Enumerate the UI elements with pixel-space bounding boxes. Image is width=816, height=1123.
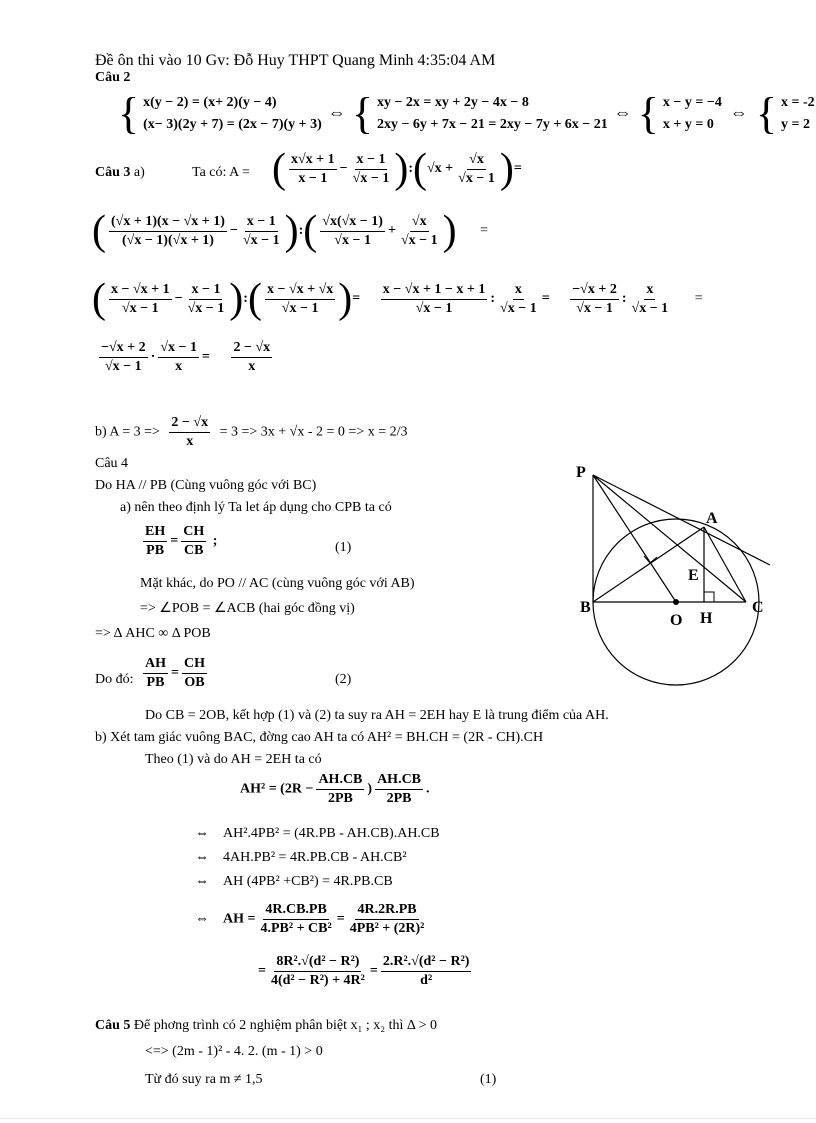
l16-den2: d²: [420, 973, 433, 988]
label-o: O: [670, 612, 683, 629]
cau4-l16: = $\frac{\text{8R².√(d² − R²)}}{\text{4(d² − R²) + 4R²}}$ = $\frac{\text{2.R².√(d² − R²)}}{\text{d²}}$: [258, 954, 470, 988]
cau5-l3: Từ đó suy ra m ≠ 1,5: [145, 1072, 263, 1087]
cau4-l2: a) nên theo định lý Ta let áp dụng cho CPB ta có: [120, 500, 392, 515]
ratio2-num1: AH: [143, 656, 168, 674]
cau2-systems: { x(y − 2) = (x+ 2)(y − 4) (x− 3)(2y + 7) = (2x − 7)(y + 3) ⇔ { xy − 2x = xy + 2y − 4x − 8 2xy − 6y + 7x − 21 = 2xy − 7y + 6x − 21 ⇔ { x − y = −4 x + y = 0 ⇔ { x = -2 y = 2: [118, 89, 815, 138]
cau4-l13: ⇔ 4AH.PB² = 4R.PB.CB - AH.CB²: [195, 850, 407, 865]
cau3-line2: ( $\frac{x - √x + 1}{√x - 1}$ − $\frac{x - 1}{√x - 1}$ ):( $\frac{x - √x + √x}{√x - 1}$ )= $\frac{x - √x + 1 - x + 1}{√x - 1}$ : $\frac{x}{√x - 1}$ = $\frac{-√x + 2}{√x - 1}$ : $\frac{x}{√x - 1}$ =: [92, 276, 703, 322]
cau4-l11: AH² = (2R − $\frac{AH.CB}{2PB}$ ) $\frac{AH.CB}{2PB}$ .: [240, 772, 430, 806]
sys1-eq2: (x− 3)(2y + 7) = (2x − 7)(y + 3): [143, 117, 322, 132]
sys2-eq2: 2xy − 6y + 7x − 21 = 2xy − 7y + 6x − 21: [376, 117, 608, 132]
l16-num2: 2.R².√(d² − R²): [381, 954, 472, 972]
label-c: C: [752, 599, 764, 616]
segment-ac: [704, 527, 746, 602]
cau3-taco: Ta có: A =: [192, 165, 250, 180]
sys3-eq1: x − y = −4: [662, 95, 722, 110]
ratio1-num1: EH: [143, 524, 167, 542]
eq-sign: =: [480, 223, 489, 239]
cau3-part-a: a): [133, 165, 145, 180]
segment-po: [593, 475, 676, 602]
cau4-l1: Do HA // PB (Cùng vuông góc với BC): [95, 478, 317, 493]
cau3-part-b: b) A = 3 => $\frac{2 - √x}{x}$ = 3 => 3x + √x - 2 = 0 => x = 2/3: [95, 415, 408, 449]
label-b: B: [580, 599, 591, 616]
l15-lhs: AH =: [223, 911, 256, 927]
sys4-eq2: y = 2: [780, 117, 810, 132]
a-result: 2 − √x: [231, 340, 272, 358]
ratio2-den1: PB: [146, 675, 165, 690]
cau5-label: Câu 5: [95, 1018, 131, 1033]
sys4-eq1: x = -2: [780, 95, 815, 110]
equiv-symbol: ⇔: [613, 101, 632, 122]
label-e: E: [688, 567, 699, 584]
cau3-heading: [95, 165, 145, 181]
l14-text: AH (4PB² +CB²) = 4R.PB.CB: [223, 874, 393, 889]
cau4-l5: => ∠POB = ∠ACB (hai góc đồng vị): [140, 601, 355, 616]
l13-text: 4AH.PB² = 4R.PB.CB - AH.CB²: [223, 850, 407, 865]
point-o: [673, 599, 679, 605]
cau5-l1: [95, 1018, 437, 1034]
cau5-l1-text: Để phơng trình có 2 nghiệm phân biệt x₁ ; x₂ thì Δ > 0: [130, 1018, 438, 1033]
b-eq: = 3 => 3x + √x - 2 = 0 => x = 2/3: [219, 424, 408, 440]
tangent-pa: [593, 475, 770, 565]
ratio2-den2: OB: [184, 675, 205, 690]
ratio1-den2: CB: [183, 543, 204, 558]
cau4-eq2: (2): [335, 672, 352, 687]
page-header: Đề ôn thi vào 10 Gv: Đỗ Huy THPT Quang Minh 4:35:04 AM: [95, 52, 496, 69]
equiv-symbol: ⇔: [327, 101, 346, 122]
cau4-l6: => Δ AHC ∞ Δ POB: [95, 626, 211, 641]
l16-den1: 4(d² − R²) + 4R²: [270, 973, 365, 988]
sys1-eq1: x(y − 2) = (x+ 2)(y − 4): [143, 95, 277, 110]
l15-num1: 4R.CB.PB: [263, 902, 328, 920]
l15-den2: 4PB² + (2R)²: [349, 921, 425, 936]
cau4-label: Câu 4: [95, 456, 129, 471]
l16-num1: 8R².√(d² − R²): [274, 954, 361, 972]
cau2-label: Câu 2: [95, 70, 131, 85]
ratio1-num2: CH: [181, 524, 206, 542]
l15-num2: 4R.2R.PB: [355, 902, 418, 920]
cau4-dodo: Do đó:: [95, 672, 134, 687]
cau4-l8: Do CB = 2OB, kết hợp (1) và (2) ta suy ra AH = 2EH hay E là trung điểm của AH.: [145, 708, 609, 723]
ratio1-den1: PB: [146, 543, 165, 558]
eq-sign: =: [694, 291, 703, 307]
label-p: P: [576, 464, 586, 481]
ratio2-num2: CH: [182, 656, 207, 674]
b-text: b) A = 3 =>: [95, 424, 160, 440]
cau3-a-expr: ( $\frac{x√x + 1}{x - 1}$ − $\frac{x - 1}{√x - 1}$ ):(√x + $\frac{√x}{√x - 1}$ )=: [272, 146, 522, 192]
equiv-symbol: ⇔: [729, 101, 748, 122]
cau5-eq: (1): [480, 1072, 497, 1087]
cau4-l10: Theo (1) và do AH = 2EH ta có: [145, 752, 322, 767]
cau4-ratio1: $\frac{EH}{PB}$ = $\frac{CH}{CB}$ ;: [145, 524, 218, 558]
cau3-line1: ( $\frac{(√x + 1)(x - √x + 1)}{(√x - 1)(√x + 1)}$ − $\frac{x - 1}{√x - 1}$ ):( $\frac{√x(√x - 1)}{√x - 1}$ + $\frac{√x}{√x - 1}$ ) =: [92, 208, 489, 254]
cau5-l2: <=> (2m - 1)² - 4. 2. (m - 1) > 0: [145, 1044, 323, 1059]
sys2-eq1: xy − 2x = xy + 2y − 4x − 8: [376, 95, 529, 110]
geometry-figure: [570, 455, 810, 695]
cau4-l12: ⇔ AH².4PB² = (4R.PB - AH.CB).AH.CB: [195, 826, 440, 841]
cau3-label: Câu 3: [95, 165, 131, 180]
cau3-line3: $\frac{-√x + 2}{√x - 1}$ · $\frac{√x - 1}{x}$ = $\frac{2 - √x}{x}$: [101, 340, 271, 374]
label-a: A: [706, 510, 718, 527]
cau4-l14: ⇔ AH (4PB² +CB²) = 4R.PB.CB: [195, 874, 393, 889]
sys3-eq2: x + y = 0: [662, 117, 714, 132]
segment-pc: [593, 475, 746, 602]
cau4-eq1: (1): [335, 540, 352, 555]
cau4-ratio2: $\frac{AH}{PB}$ = $\frac{CH}{OB}$: [145, 656, 205, 690]
cau4-l15: ⇔ AH = $\frac{4R.CB.PB}{\text{4.PB² + CB²}}$ = $\frac{4R.2R.PB}{\text{4PB² + (2R)²}}$: [195, 902, 425, 936]
cau4-l4: Mặt khác, do PO // AC (cùng vuông góc với AB): [140, 576, 415, 591]
label-h: H: [700, 610, 713, 627]
cau4-l9: b) Xét tam giác vuông BAC, đờng cao AH ta có AH² = BH.CH = (2R - CH).CH: [95, 730, 544, 745]
right-angle-h: [704, 592, 714, 602]
l12-text: AH².4PB² = (4R.PB - AH.CB).AH.CB: [223, 826, 440, 841]
page-bottom-divider: [0, 1118, 816, 1119]
segment-ba: [593, 527, 704, 602]
l15-den1: 4.PB² + CB²: [260, 921, 332, 936]
